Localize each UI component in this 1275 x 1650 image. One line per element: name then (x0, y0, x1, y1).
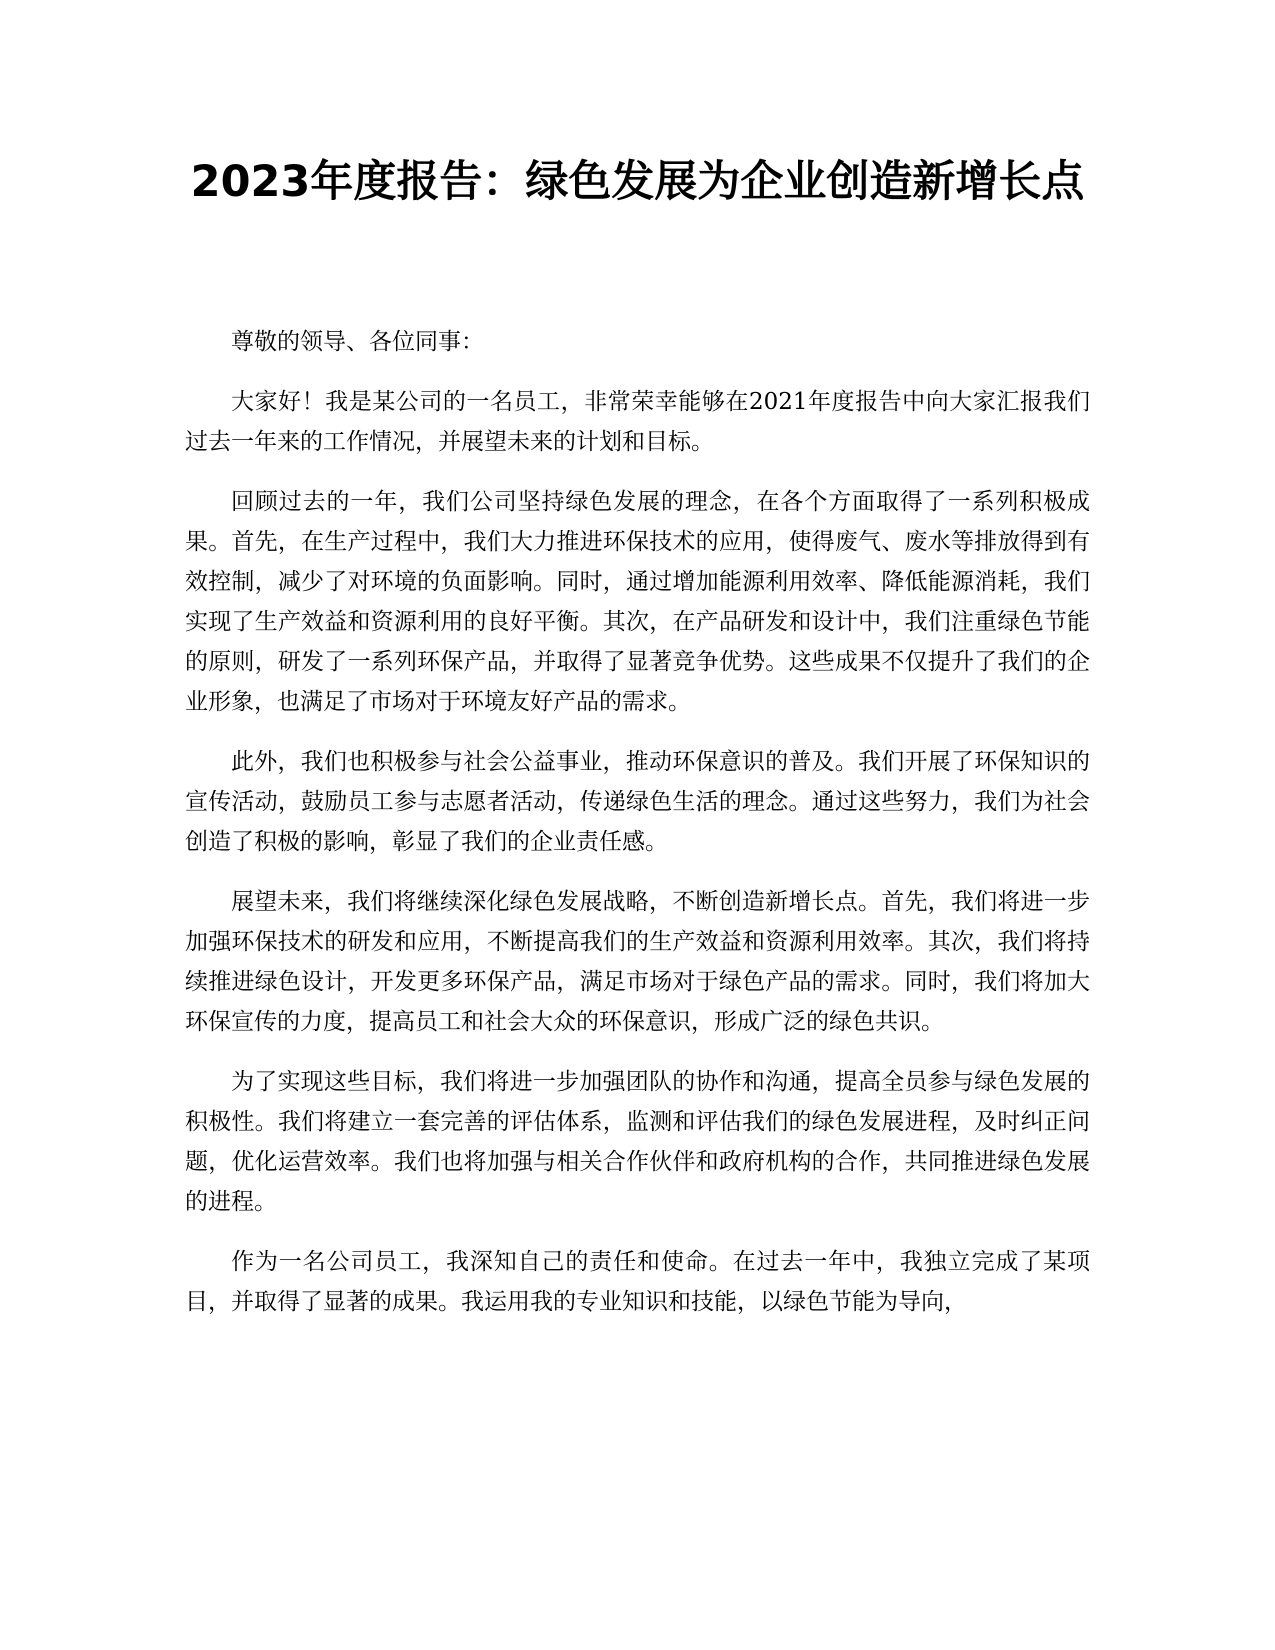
public-welfare-paragraph: 此外，我们也积极参与社会公益事业，推动环保意识的普及。我们开展了环保知识的宣传活动，鼓励员工参与志愿者活动，传递绿色生活的理念。通过这些努力，我们为社会创造了积极的影响，彰显了我们的企业责任感。 (185, 749, 1090, 855)
document-body (185, 322, 1090, 1342)
document-title: 2023年度报告：绿色发展为企业创造新增长点 (190, 157, 1085, 207)
goals-paragraph: 为了实现这些目标，我们将进一步加强团队的协作和沟通，提高全员参与绿色发展的积极性。我们将建立一套完善的评估体系，监测和评估我们的绿色发展进程，及时纠正问题，优化运营效率。我们也将加强与相关合作伙伴和政府机构的合作，共同推进绿色发展的进程。 (185, 1069, 1090, 1215)
salutation-paragraph: 尊敬的领导、各位同事： (231, 329, 484, 355)
outlook-paragraph: 展望未来，我们将继续深化绿色发展战略，不断创造新增长点。首先，我们将进一步加强环保技术的研发和应用，不断提高我们的生产效益和资源利用效率。其次，我们将持续推进绿色设计，开发更多环保产品，满足市场对于绿色产品的需求。同时，我们将加大环保宣传的力度，提高员工和社会大众的环保意识，形成广泛的绿色共识。 (185, 889, 1090, 1035)
personal-paragraph: 作为一名公司员工，我深知自己的责任和使命。在过去一年中，我独立完成了某项目，并取得了显著的成果。我运用我的专业知识和技能，以绿色节能为导向， (185, 1249, 1090, 1315)
intro-paragraph: 大家好！我是某公司的一名员工，非常荣幸能够在2021年度报告中向大家汇报我们过去一年来的工作情况，并展望未来的计划和目标。 (185, 389, 1090, 455)
review-paragraph: 回顾过去的一年，我们公司坚持绿色发展的理念，在各个方面取得了一系列积极成果。首先，在生产过程中，我们大力推进环保技术的应用，使得废气、废水等排放得到有效控制，减少了对环境的负面影响。同时，通过增加能源利用效率、降低能源消耗，我们实现了生产效益和资源利用的良好平衡。其次，在产品研发和设计中，我们注重绿色节能的原则，研发了一系列环保产品，并取得了显著竞争优势。这些成果不仅提升了我们的企业形象，也满足了市场对于环境友好产品的需求。 (185, 489, 1090, 715)
